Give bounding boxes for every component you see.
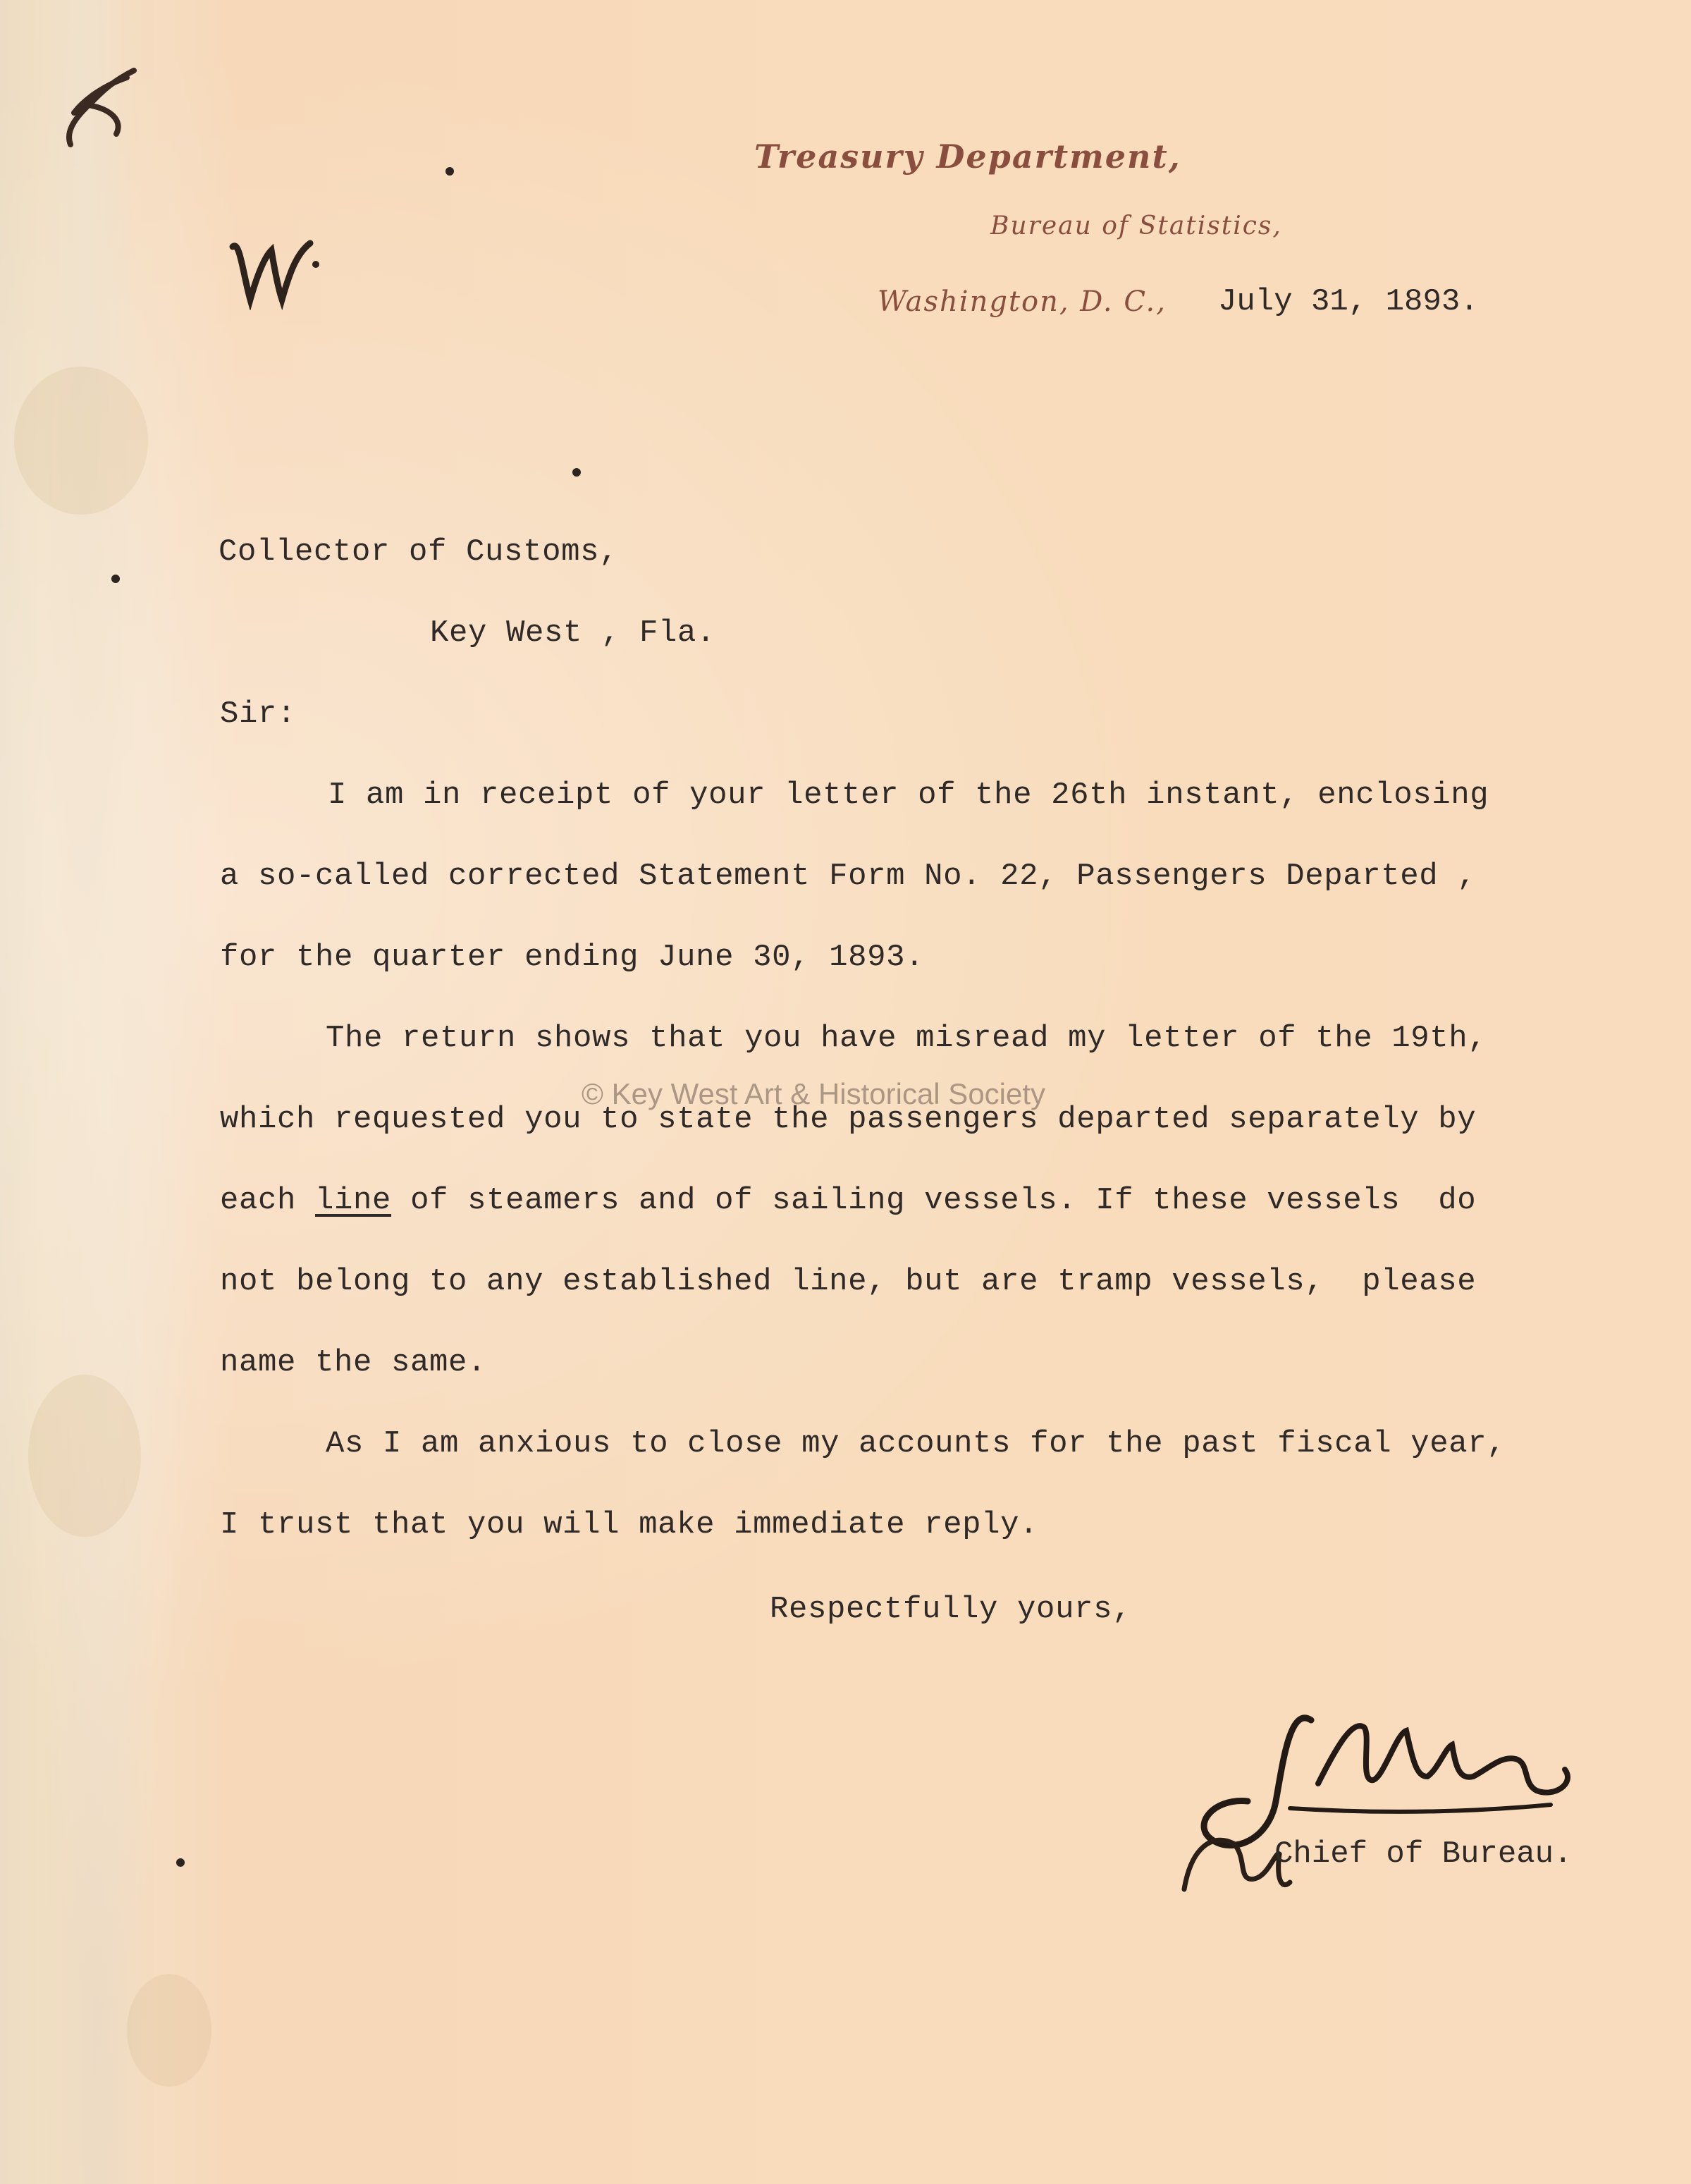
body-line: not belong to any established line, but are tramp vessels, please <box>220 1264 1477 1299</box>
letterhead-department: Treasury Department, <box>754 137 1181 176</box>
copyright-watermark: © Key West Art & Historical Society <box>582 1077 1046 1110</box>
punch-hole <box>111 575 120 583</box>
body-line: As I am anxious to close my accounts for the past fiscal year, <box>326 1426 1506 1461</box>
closing: Respectfully yours, <box>770 1592 1132 1627</box>
body-line: for the quarter ending June 30, 1893. <box>220 940 925 975</box>
paper-edge-aging <box>0 0 211 2184</box>
body-line: I am in receipt of your letter of the 26th instant, enclosing <box>328 778 1489 813</box>
body-text: of steamers and of sailing vessels. If these vessels do <box>391 1183 1477 1218</box>
body-text: each <box>220 1183 316 1218</box>
letterhead-place: Washington, D. C., <box>878 286 1167 318</box>
handwritten-w-mark <box>226 233 324 310</box>
letter-date: July 31, 1893. <box>1218 284 1479 319</box>
paper-stain <box>127 1974 211 2087</box>
paper-stain <box>28 1375 141 1537</box>
location-line: Key West , Fla. <box>430 615 716 651</box>
recipient-line: Collector of Customs, <box>219 534 619 570</box>
body-line: a so-called corrected Statement Form No. 22, Passengers Departed , <box>220 859 1477 894</box>
paper-stain <box>14 367 148 515</box>
punch-hole <box>176 1858 185 1867</box>
punch-hole <box>445 167 454 176</box>
body-line: which requested you to state the passengers departed separately by <box>220 1102 1477 1137</box>
underlined-word: line <box>315 1183 392 1218</box>
signer-title: Chief of Bureau. <box>1274 1836 1573 1872</box>
body-line-with-underline <box>220 1183 1476 1218</box>
body-line: The return shows that you have misread my letter of the 19th, <box>326 1021 1487 1056</box>
letterhead-bureau: Bureau of Statistics, <box>990 211 1282 240</box>
body-line: name the same. <box>220 1345 487 1380</box>
handwritten-k-mark <box>42 42 148 162</box>
punch-hole <box>572 468 581 477</box>
salutation: Sir: <box>220 697 297 732</box>
body-line: I trust that you will make immediate reply. <box>220 1507 1039 1542</box>
